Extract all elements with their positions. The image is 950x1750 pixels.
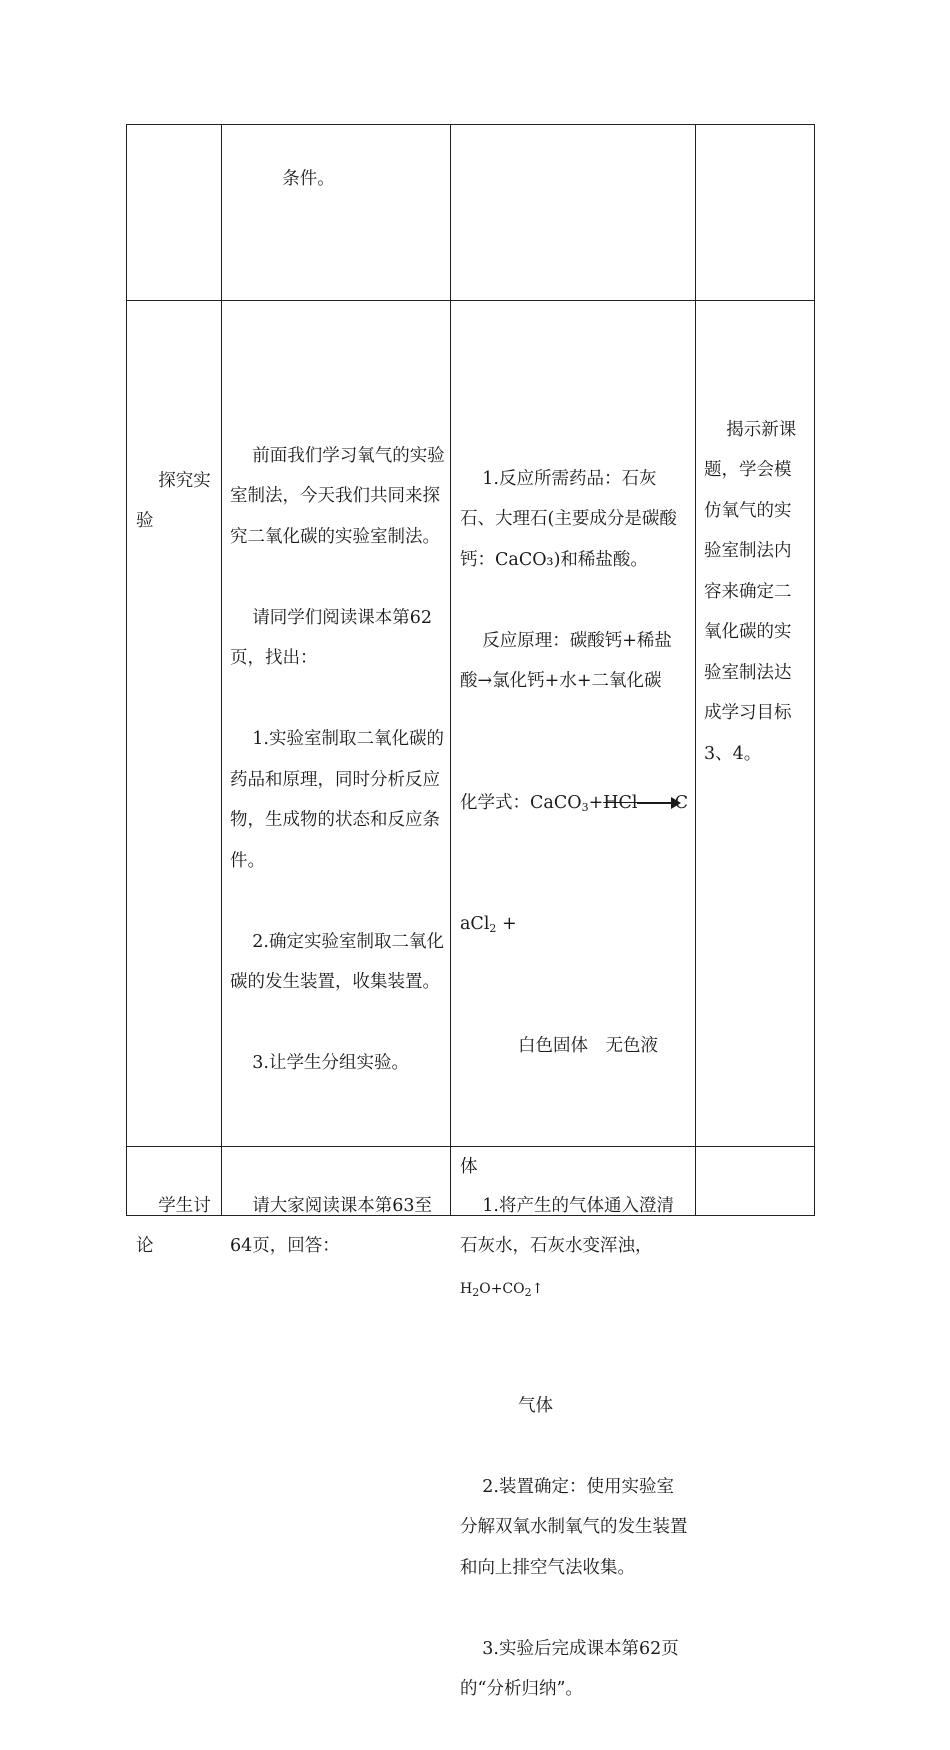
table-divider-col3 bbox=[695, 124, 696, 1216]
stage-label-text: 探究实验 bbox=[136, 470, 211, 531]
teacher-discuss bbox=[230, 1145, 445, 1307]
table-divider-col2 bbox=[450, 124, 451, 1216]
question-1: 1.实验室制取二氧化碳的药品和原理，同时分析反应物，生成物的状态和反应条件。 bbox=[230, 729, 444, 871]
formula-line-2 bbox=[460, 904, 688, 945]
formula-caco3: CaCO bbox=[530, 792, 582, 813]
table-border-right bbox=[814, 124, 815, 1216]
question-2: 2.确定实验室制取二氧化碳的发生装置，收集装置。 bbox=[230, 931, 444, 992]
intro-text: 前面我们学习氧气的实验室制法，今天我们共同来探究二氧化碳的实验室制法。 bbox=[230, 445, 445, 547]
formula-hcl: HCl bbox=[603, 792, 638, 813]
state-liquid-tail: 体 bbox=[460, 1157, 478, 1177]
formula-h: H bbox=[460, 1280, 473, 1297]
table-border-left bbox=[126, 124, 127, 1216]
gas-up-arrow-icon: ↑ bbox=[531, 1280, 544, 1297]
discuss-instruction: 请大家阅读课本第63至64页，回答： bbox=[230, 1195, 433, 1256]
formula-label: 化学式： bbox=[460, 792, 530, 813]
discuss-answer: 1.将产生的气体通入澄清石灰水，石灰水变浑浊， bbox=[460, 1195, 674, 1256]
formula-line bbox=[460, 783, 688, 824]
formula-plus: + bbox=[588, 792, 604, 813]
drugs-text: 1.反应所需药品：石灰石、大理石(主要成分是碳酸钙：CaCO₃)和稀盐酸。 bbox=[460, 468, 677, 570]
principle-text: 反应原理：碳酸钙+稀盐酸→氯化钙+水+二氧化碳 bbox=[460, 630, 672, 691]
row1-col2-text bbox=[260, 118, 445, 240]
sub-2c: 2 bbox=[524, 1285, 532, 1299]
question-3: 3.让学生分组实验。 bbox=[252, 1053, 409, 1073]
student-activity bbox=[460, 418, 688, 1750]
state-gas: 气体 bbox=[518, 1395, 553, 1416]
stage-label-explore bbox=[136, 420, 220, 582]
stage-label-discuss bbox=[136, 1145, 220, 1307]
table-border-top bbox=[126, 124, 815, 125]
sub-2b: 2 bbox=[472, 1285, 480, 1299]
device-text: 2.装置确定：使用实验室分解双氧水制氧气的发生装置和向上排空气法收集。 bbox=[460, 1476, 688, 1578]
design-intent-text: 揭示新课题，学会模仿氧气的实验室制法内容来确定二氧化碳的实验室制法达成学习目标3、4。 bbox=[704, 419, 797, 764]
row-divider-1 bbox=[126, 300, 815, 301]
table-divider-col1 bbox=[221, 124, 222, 1216]
design-intent bbox=[704, 369, 808, 815]
state-line-1 bbox=[460, 1026, 688, 1067]
formula-o-co: O+CO bbox=[479, 1280, 525, 1297]
stage-label-discuss-text: 学生讨论 bbox=[136, 1195, 211, 1256]
formula-plus-2: + bbox=[496, 914, 517, 934]
formula-c: C bbox=[674, 792, 688, 813]
teacher-activity bbox=[230, 395, 445, 1124]
sub-3: 3 bbox=[581, 800, 589, 814]
sub-2: 2 bbox=[489, 922, 497, 935]
state-solid-liquid: 白色固体 无色液 bbox=[518, 1035, 658, 1056]
condition-text: 条件。 bbox=[282, 168, 335, 189]
student-discuss bbox=[460, 1145, 688, 1307]
after-text: 3.实验后完成课本第62页的“分析归纳”。 bbox=[460, 1638, 679, 1699]
formula-acl: aCl bbox=[460, 914, 490, 934]
read-instruction: 请同学们阅读课本第62页，找出： bbox=[230, 607, 433, 668]
